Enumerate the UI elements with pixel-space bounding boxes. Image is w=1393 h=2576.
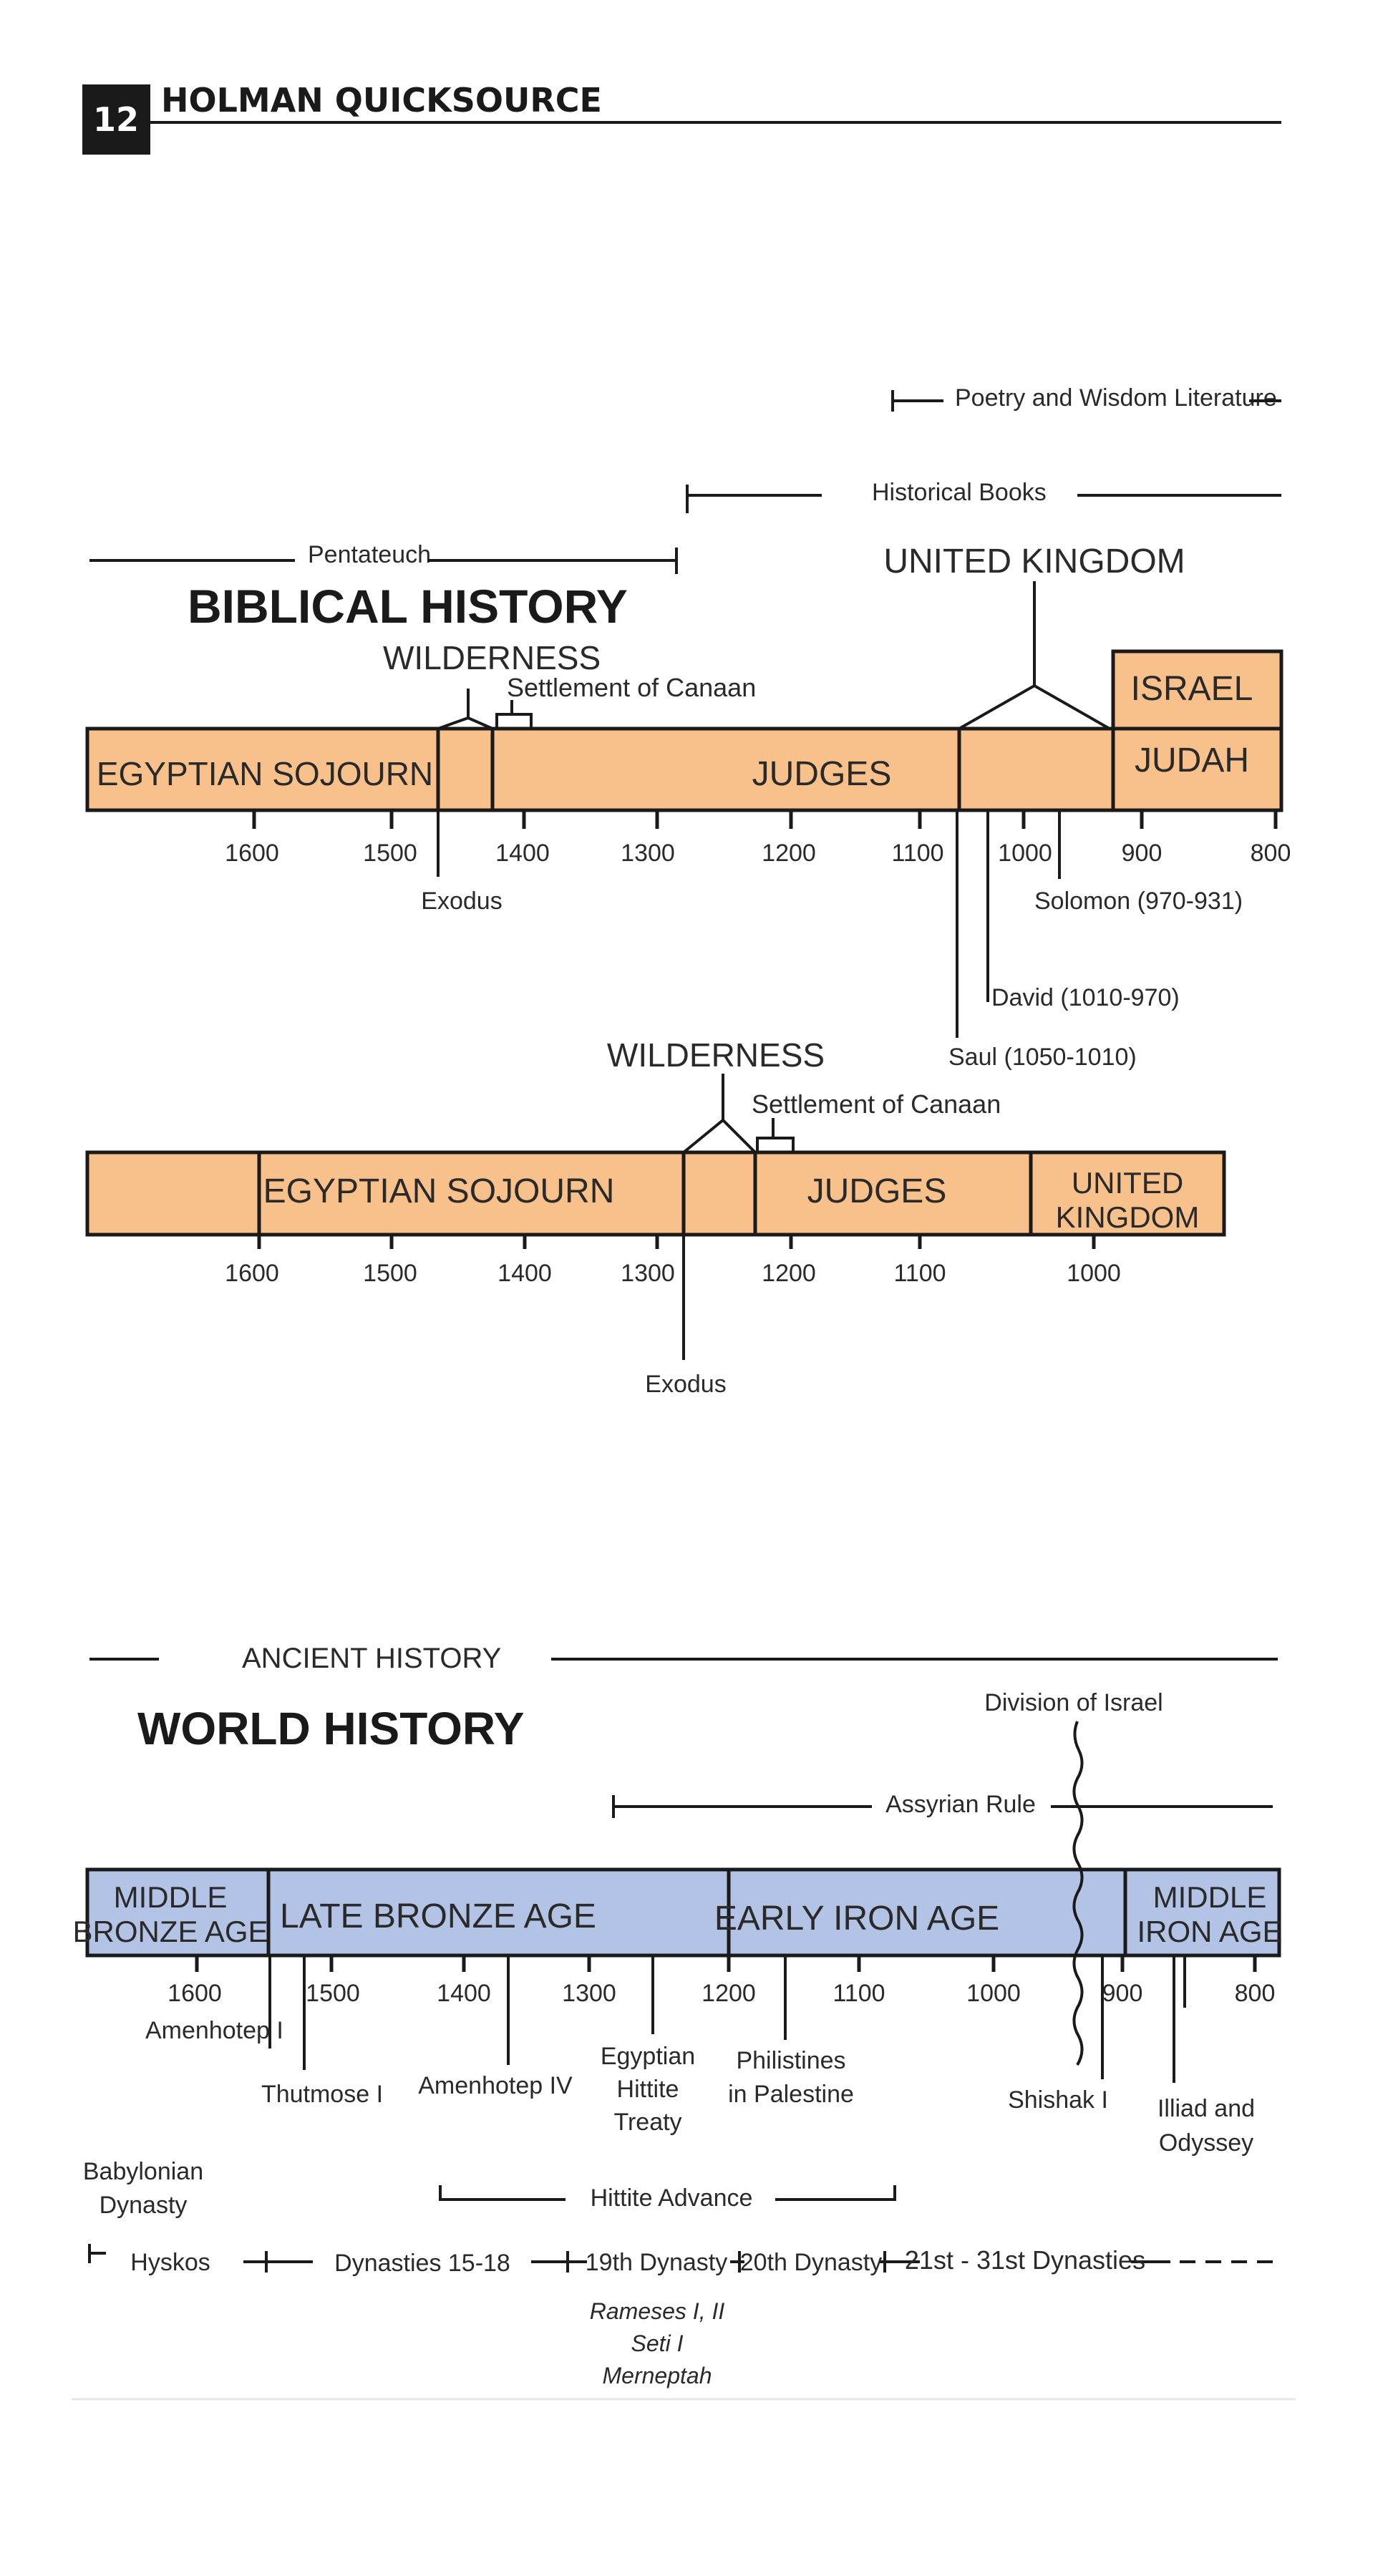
dynasty-20-label: 20th Dynasty bbox=[739, 2249, 883, 2276]
hittite-advance-label: Hittite Advance bbox=[590, 2184, 753, 2212]
assyrian-rule-label: Assyrian Rule bbox=[885, 1791, 1036, 1818]
alt-egyptian-sojourn-label: EGYPTIAN SOJOURN bbox=[263, 1172, 615, 1210]
pharaohs-line1: Rameses I, II bbox=[589, 2298, 725, 2324]
alt-axis-ticks bbox=[259, 1235, 1094, 1249]
alt-exodus-label: Exodus bbox=[645, 1371, 727, 1398]
alt-tick-1600: 1600 bbox=[225, 1260, 279, 1287]
alt-tick-1200: 1200 bbox=[762, 1260, 816, 1287]
biblical-tick-1300: 1300 bbox=[621, 840, 675, 867]
alt-settlement-bracket bbox=[757, 1138, 793, 1152]
middle-bronze-line1: MIDDLE bbox=[113, 1880, 228, 1914]
biblical-axis-ticks bbox=[254, 810, 1276, 829]
settlement-bracket bbox=[497, 714, 531, 729]
illiad-line1: Illiad and bbox=[1157, 2095, 1256, 2122]
world-tick-800: 800 bbox=[1234, 1980, 1276, 2007]
biblical-tick-1000: 1000 bbox=[998, 840, 1052, 867]
alt-tick-1000: 1000 bbox=[1067, 1260, 1121, 1287]
hittite-advance-bracket-right bbox=[775, 2185, 895, 2200]
late-bronze-label: LATE BRONZE AGE bbox=[280, 1897, 596, 1935]
treaty-line3: Treaty bbox=[613, 2109, 682, 2136]
thutmose-i-label: Thutmose I bbox=[261, 2081, 384, 2108]
historical-range-label: Historical Books bbox=[872, 479, 1047, 506]
biblical-history-title: BIBLICAL HISTORY bbox=[188, 580, 628, 633]
biblical-tick-1500: 1500 bbox=[363, 840, 417, 867]
alt-united-kingdom-line2: KINGDOM bbox=[1055, 1200, 1200, 1234]
israel-label: ISRAEL bbox=[1130, 670, 1253, 708]
book-title: HOLMAN QUICKSOURCE bbox=[161, 81, 602, 120]
world-axis-labels bbox=[168, 1980, 1275, 2007]
settlement-label: Settlement of Canaan bbox=[507, 673, 757, 702]
hyskos-label: Hyskos bbox=[130, 2249, 210, 2276]
treaty-line1: Egyptian bbox=[600, 2043, 696, 2070]
philistines-line2: in Palestine bbox=[728, 2081, 854, 2108]
world-tick-900: 900 bbox=[1102, 1980, 1143, 2007]
alt-tick-1300: 1300 bbox=[621, 1260, 675, 1287]
world-tick-1400: 1400 bbox=[437, 1980, 491, 2007]
alternate-chronology-chart bbox=[87, 1036, 1224, 1398]
biblical-tick-1400: 1400 bbox=[495, 840, 550, 867]
ancient-history-label: ANCIENT HISTORY bbox=[242, 1643, 502, 1674]
division-of-israel-label: Division of Israel bbox=[984, 1689, 1163, 1716]
united-kingdom-triangle bbox=[959, 686, 1110, 729]
world-tick-1000: 1000 bbox=[966, 1980, 1021, 2007]
world-tick-1600: 1600 bbox=[168, 1980, 222, 2007]
early-iron-label: EARLY IRON AGE bbox=[714, 1900, 1000, 1938]
world-history-chart bbox=[72, 1643, 1282, 2388]
page-number: 12 bbox=[92, 100, 140, 139]
exodus-label: Exodus bbox=[421, 888, 503, 915]
amenhotep-i-label: Amenhotep I bbox=[145, 2017, 283, 2044]
alt-settlement-label: Settlement of Canaan bbox=[752, 1089, 1001, 1119]
shishak-label: Shishak I bbox=[1008, 2086, 1108, 2114]
pentateuch-range-label: Pentateuch bbox=[308, 541, 432, 568]
biblical-tick-900: 900 bbox=[1121, 840, 1163, 867]
biblical-history-chart bbox=[87, 384, 1291, 1071]
judges-label: JUDGES bbox=[752, 755, 892, 793]
world-tick-1100: 1100 bbox=[833, 1980, 885, 2007]
middle-bronze-line2: BRONZE AGE bbox=[72, 1915, 268, 1948]
pharaohs-line3: Merneptah bbox=[602, 2363, 712, 2388]
world-history-title: WORLD HISTORY bbox=[137, 1703, 525, 1754]
alt-wilderness-triangle bbox=[684, 1120, 755, 1152]
biblical-axis-labels bbox=[225, 840, 1291, 867]
alt-tick-1500: 1500 bbox=[363, 1260, 417, 1287]
world-tick-1200: 1200 bbox=[702, 1980, 756, 2007]
world-tick-1500: 1500 bbox=[306, 1980, 360, 2007]
biblical-tick-800: 800 bbox=[1250, 840, 1291, 867]
hittite-advance-bracket-left bbox=[440, 2185, 566, 2200]
page-header bbox=[82, 81, 1281, 155]
biblical-tick-1600: 1600 bbox=[225, 840, 279, 867]
biblical-tick-1200: 1200 bbox=[762, 840, 816, 867]
dynasties-21-31-label: 21st - 31st Dynasties bbox=[904, 2245, 1146, 2275]
illiad-line2: Odyssey bbox=[1158, 2129, 1254, 2157]
solomon-label: Solomon (970-931) bbox=[1034, 888, 1243, 915]
judah-label: JUDAH bbox=[1134, 742, 1250, 779]
world-axis-ticks bbox=[197, 1955, 1255, 1972]
alt-wilderness-label: WILDERNESS bbox=[606, 1036, 825, 1074]
alt-judges-label: JUDGES bbox=[807, 1172, 947, 1210]
dynasties-15-18-label: Dynasties 15-18 bbox=[334, 2250, 510, 2277]
amenhotep-iv-label: Amenhotep IV bbox=[418, 2072, 573, 2099]
alt-tick-1100: 1100 bbox=[893, 1260, 946, 1287]
babylonian-line1: Babylonian bbox=[82, 2158, 204, 2185]
alt-axis-labels bbox=[225, 1260, 1121, 1287]
united-kingdom-label: UNITED KINGDOM bbox=[883, 543, 1185, 580]
world-tick-1300: 1300 bbox=[562, 1980, 616, 2007]
biblical-tick-1100: 1100 bbox=[891, 840, 944, 867]
treaty-line2: Hittite bbox=[616, 2076, 679, 2103]
pharaohs-line2: Seti I bbox=[631, 2330, 684, 2356]
alt-tick-1400: 1400 bbox=[498, 1260, 552, 1287]
david-label: David (1010-970) bbox=[991, 984, 1180, 1011]
egyptian-sojourn-label: EGYPTIAN SOJOURN bbox=[96, 755, 434, 792]
poetry-range-label: Poetry and Wisdom Literature bbox=[955, 384, 1277, 412]
alt-united-kingdom-line1: UNITED bbox=[1071, 1166, 1184, 1200]
babylonian-line2: Dynasty bbox=[99, 2192, 188, 2219]
wilderness-label: WILDERNESS bbox=[383, 639, 601, 676]
dynasty-19-label: 19th Dynasty bbox=[585, 2249, 728, 2276]
philistines-line1: Philistines bbox=[736, 2047, 846, 2074]
middle-iron-line1: MIDDLE bbox=[1152, 1880, 1267, 1914]
saul-label: Saul (1050-1010) bbox=[948, 1044, 1137, 1071]
middle-iron-line2: IRON AGE bbox=[1137, 1915, 1283, 1948]
